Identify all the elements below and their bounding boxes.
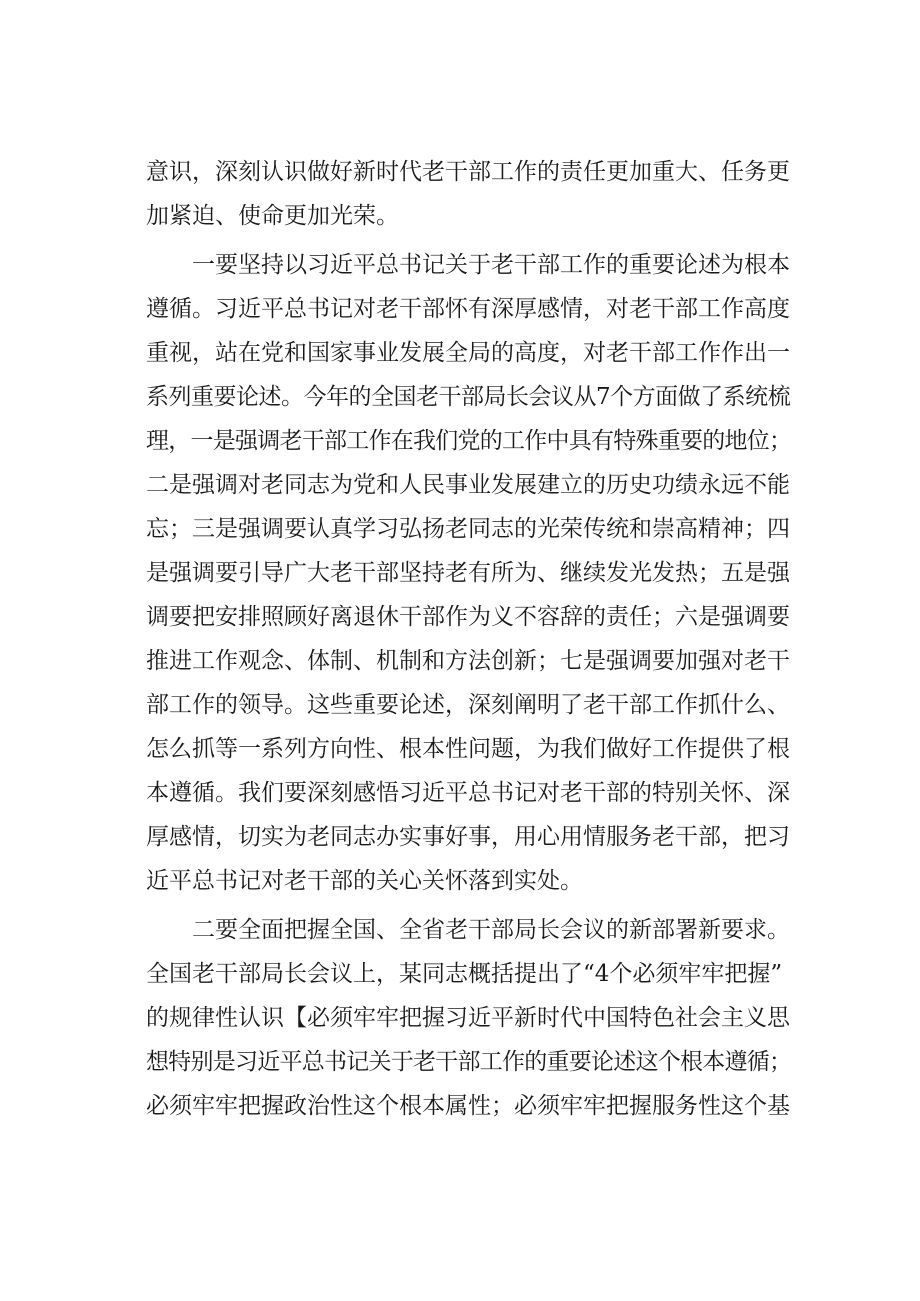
paragraph-2	[146, 243, 796, 903]
text-line: 一要坚持以习近平总书记关于老干部工作的重要论述为根本	[192, 252, 790, 278]
text-line: 推进工作观念、体制、机制和方法创新；七是强调要加强对老干	[146, 648, 790, 674]
text-line: 忘；三是强调要认真学习弘扬老同志的光荣传统和崇高精神；四	[146, 516, 790, 542]
text-line: 的规律性认识【必须牢牢把握习近平新时代中国特色社会主义思	[146, 1005, 790, 1031]
text-line: 理，一是强调老干部工作在我们党的工作中具有特殊重要的地位；	[146, 428, 792, 454]
text-line: 部工作的领导。这些重要论述，深刻阐明了老干部工作抓什么、	[146, 692, 790, 718]
text-line: 想特别是习近平总书记关于老干部工作的重要论述这个根本遵循；	[146, 1049, 792, 1075]
text-line: 厚感情，切实为老同志办实事好事，用心用情服务老干部，把习	[146, 824, 790, 850]
text-line: 调要把安排照顾好离退休干部作为义不容辞的责任；六是强调要	[146, 604, 790, 630]
paragraph-1	[146, 150, 796, 238]
text-line: 必须牢牢把握政治性这个根本属性；必须牢牢把握服务性这个基	[146, 1093, 790, 1119]
paragraph-3	[146, 908, 796, 1128]
text-line: 重视，站在党和国家事业发展全局的高度，对老干部工作作出一	[146, 340, 790, 366]
text-line: 系列重要论述。今年的全国老干部局长会议从7个方面做了系统梳	[146, 384, 791, 410]
text-line: 遵循。习近平总书记对老干部怀有深厚感情，对老干部工作高度	[146, 296, 790, 322]
text-line: 近平总书记对老干部的关心关怀落到实处。	[146, 868, 583, 894]
text-line: 怎么抓等一系列方向性、根本性问题，为我们做好工作提供了根	[146, 736, 790, 762]
text-line: 二是强调对老同志为党和人民事业发展建立的历史功绩永远不能	[146, 472, 790, 498]
text-line: 本遵循。我们要深刻感悟习近平总书记对老干部的特别关怀、深	[146, 780, 790, 806]
text-line: 意识，深刻认识做好新时代老干部工作的责任更加重大、任务更	[146, 159, 790, 185]
text-line: 加紧迫、使命更加光荣。	[146, 203, 399, 229]
text-line: 全国老干部局长会议上，某同志概括提出了“4个必须牢牢把握”	[146, 961, 783, 987]
text-line: 是强调要引导广大老干部坚持老有所为、继续发光发热；五是强	[146, 560, 790, 586]
text-line: 二要全面把握全国、全省老干部局长会议的新部署新要求。	[192, 917, 790, 943]
document-body	[146, 150, 796, 1133]
